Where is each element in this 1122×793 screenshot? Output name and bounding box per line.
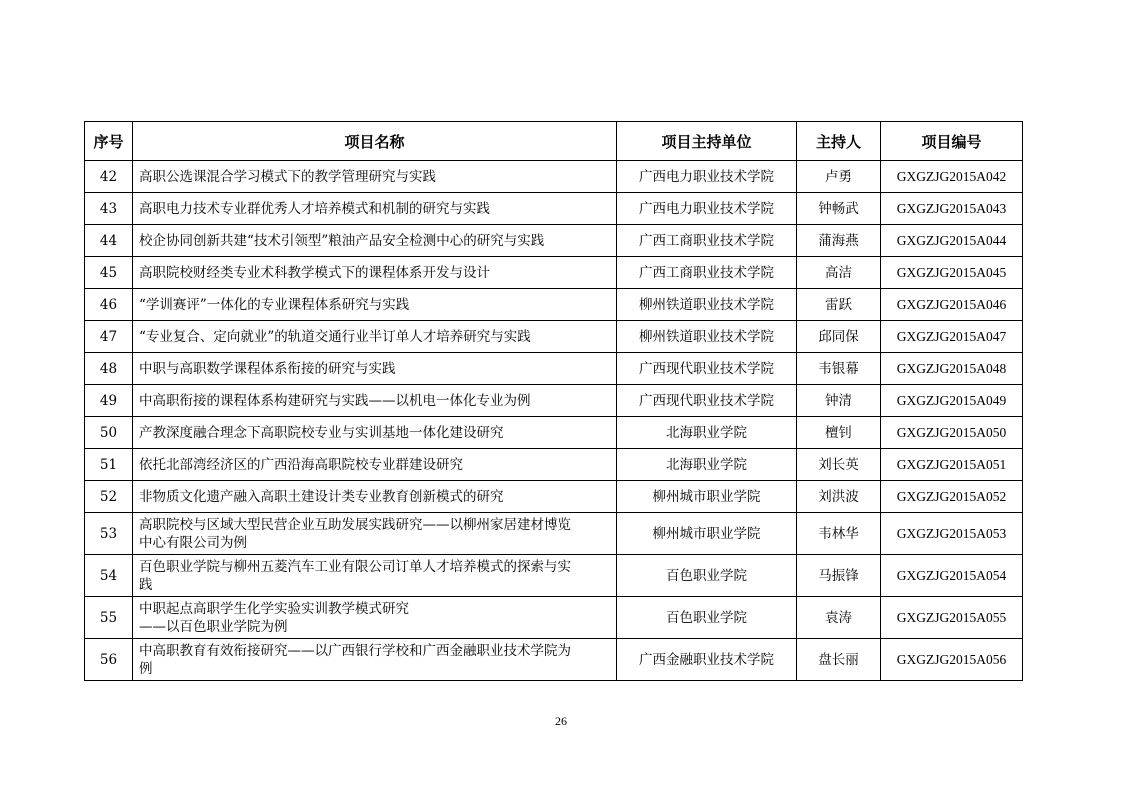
cell-unit: 柳州铁道职业技术学院: [617, 321, 797, 353]
cell-name: [133, 385, 617, 417]
cell-unit: 百色职业学院: [617, 555, 797, 597]
cell-unit: 柳州铁道职业技术学院: [617, 289, 797, 321]
cell-name-line: 校企协同创新共建“技术引领型”粮油产品安全检测中心的研究与实践: [139, 232, 545, 249]
header-name: 项目名称: [133, 122, 617, 161]
cell-host: 盘长丽: [797, 639, 881, 681]
cell-name: [133, 257, 617, 289]
cell-no: 44: [85, 225, 133, 257]
table-row: [85, 225, 1023, 257]
cell-name: [133, 321, 617, 353]
cell-no: 51: [85, 449, 133, 481]
cell-no: 46: [85, 289, 133, 321]
cell-host: 钟畅武: [797, 193, 881, 225]
header-no: 序号: [85, 122, 133, 161]
table-row: [85, 597, 1023, 639]
cell-host: 刘洪波: [797, 481, 881, 513]
cell-unit: 柳州城市职业学院: [617, 481, 797, 513]
cell-unit: 北海职业学院: [617, 417, 797, 449]
table-row: [85, 289, 1023, 321]
header-code: 项目编号: [881, 122, 1023, 161]
table-row: [85, 385, 1023, 417]
cell-host: 檀钊: [797, 417, 881, 449]
cell-unit: 广西电力职业技术学院: [617, 193, 797, 225]
table-row: [85, 193, 1023, 225]
cell-host: 邱同保: [797, 321, 881, 353]
cell-unit: 北海职业学院: [617, 449, 797, 481]
cell-unit: 柳州城市职业学院: [617, 513, 797, 555]
cell-name-line: 高职院校财经类专业术科教学模式下的课程体系开发与设计: [139, 264, 490, 281]
cell-name: [133, 225, 617, 257]
cell-name: [133, 289, 617, 321]
table-row: [85, 161, 1023, 193]
cell-host: 袁涛: [797, 597, 881, 639]
cell-no: 49: [85, 385, 133, 417]
cell-name: [133, 555, 617, 597]
cell-code: GXGZJG2015A055: [881, 597, 1023, 639]
cell-name: [133, 417, 617, 449]
cell-host: 高洁: [797, 257, 881, 289]
cell-unit: 广西工商职业技术学院: [617, 257, 797, 289]
cell-code: GXGZJG2015A046: [881, 289, 1023, 321]
cell-name: [133, 481, 617, 513]
cell-code: GXGZJG2015A050: [881, 417, 1023, 449]
cell-name-line: 中职与高职数学课程体系衔接的研究与实践: [139, 360, 396, 377]
cell-name-line: 中心有限公司为例: [139, 534, 247, 551]
cell-no: 55: [85, 597, 133, 639]
cell-name: [133, 513, 617, 555]
cell-name-line: 中职起点高职学生化学实验实训教学模式研究: [139, 600, 409, 617]
cell-no: 52: [85, 481, 133, 513]
cell-name: [133, 597, 617, 639]
cell-host: 雷跃: [797, 289, 881, 321]
cell-unit: 广西电力职业技术学院: [617, 161, 797, 193]
cell-name-line: 产教深度融合理念下高职院校专业与实训基地一体化建设研究: [139, 424, 504, 441]
cell-unit: 广西现代职业技术学院: [617, 353, 797, 385]
cell-code: GXGZJG2015A049: [881, 385, 1023, 417]
table-row: [85, 449, 1023, 481]
cell-unit: 广西现代职业技术学院: [617, 385, 797, 417]
cell-no: 43: [85, 193, 133, 225]
cell-code: GXGZJG2015A045: [881, 257, 1023, 289]
cell-name-line: 高职院校与区域大型民营企业互助发展实践研究——以柳州家居建材博览: [139, 516, 571, 533]
table-row: [85, 639, 1023, 681]
cell-name-line: 中高职教育有效衔接研究——以广西银行学校和广西金融职业技术学院为: [139, 642, 571, 659]
cell-host: 韦银幕: [797, 353, 881, 385]
cell-name-line: 百色职业学院与柳州五菱汽车工业有限公司订单人才培养模式的探索与实: [139, 558, 571, 575]
cell-code: GXGZJG2015A054: [881, 555, 1023, 597]
table-row: [85, 257, 1023, 289]
cell-code: GXGZJG2015A042: [881, 161, 1023, 193]
table-row: [85, 555, 1023, 597]
cell-name-line: 非物质文化遗产融入高职土建设计类专业教育创新模式的研究: [139, 488, 504, 505]
page-number: 26: [555, 714, 567, 728]
table-row: [85, 481, 1023, 513]
cell-name: [133, 353, 617, 385]
cell-name-line: “学训赛评”一体化的专业课程体系研究与实践: [139, 296, 410, 313]
cell-host: 马振锋: [797, 555, 881, 597]
cell-code: GXGZJG2015A052: [881, 481, 1023, 513]
cell-no: 47: [85, 321, 133, 353]
cell-name: [133, 161, 617, 193]
cell-name-line: 依托北部湾经济区的广西沿海高职院校专业群建设研究: [139, 456, 463, 473]
cell-name-line: 例: [139, 660, 153, 677]
cell-no: 54: [85, 555, 133, 597]
cell-host: 韦林华: [797, 513, 881, 555]
cell-no: 45: [85, 257, 133, 289]
cell-name-line: ——以百色职业学院为例: [139, 618, 288, 635]
cell-code: GXGZJG2015A044: [881, 225, 1023, 257]
cell-name-line: 践: [139, 576, 153, 593]
cell-unit: 百色职业学院: [617, 597, 797, 639]
cell-code: GXGZJG2015A056: [881, 639, 1023, 681]
cell-name-line: 中高职衔接的课程体系构建研究与实践——以机电一体化专业为例: [139, 392, 531, 409]
cell-code: GXGZJG2015A047: [881, 321, 1023, 353]
project-table: [84, 121, 1023, 681]
cell-host: 钟清: [797, 385, 881, 417]
cell-name-line: “专业复合、定向就业”的轨道交通行业半订单人才培养研究与实践: [139, 328, 531, 345]
header-unit: 项目主持单位: [617, 122, 797, 161]
cell-no: 42: [85, 161, 133, 193]
header-host: 主持人: [797, 122, 881, 161]
cell-name: [133, 449, 617, 481]
cell-code: GXGZJG2015A051: [881, 449, 1023, 481]
cell-name: [133, 193, 617, 225]
cell-unit: 广西金融职业技术学院: [617, 639, 797, 681]
cell-no: 56: [85, 639, 133, 681]
cell-name-line: 高职电力技术专业群优秀人才培养模式和机制的研究与实践: [139, 200, 490, 217]
header-row: [85, 122, 1023, 161]
cell-name-line: 高职公选课混合学习模式下的教学管理研究与实践: [139, 168, 436, 185]
table-row: [85, 353, 1023, 385]
cell-host: 刘长英: [797, 449, 881, 481]
cell-no: 53: [85, 513, 133, 555]
cell-no: 50: [85, 417, 133, 449]
cell-host: 蒲海燕: [797, 225, 881, 257]
table-row: [85, 513, 1023, 555]
table-row: [85, 417, 1023, 449]
cell-unit: 广西工商职业技术学院: [617, 225, 797, 257]
table-body: [85, 161, 1023, 681]
table-row: [85, 321, 1023, 353]
cell-no: 48: [85, 353, 133, 385]
cell-code: GXGZJG2015A048: [881, 353, 1023, 385]
cell-host: 卢勇: [797, 161, 881, 193]
cell-code: GXGZJG2015A043: [881, 193, 1023, 225]
cell-name: [133, 639, 617, 681]
cell-code: GXGZJG2015A053: [881, 513, 1023, 555]
